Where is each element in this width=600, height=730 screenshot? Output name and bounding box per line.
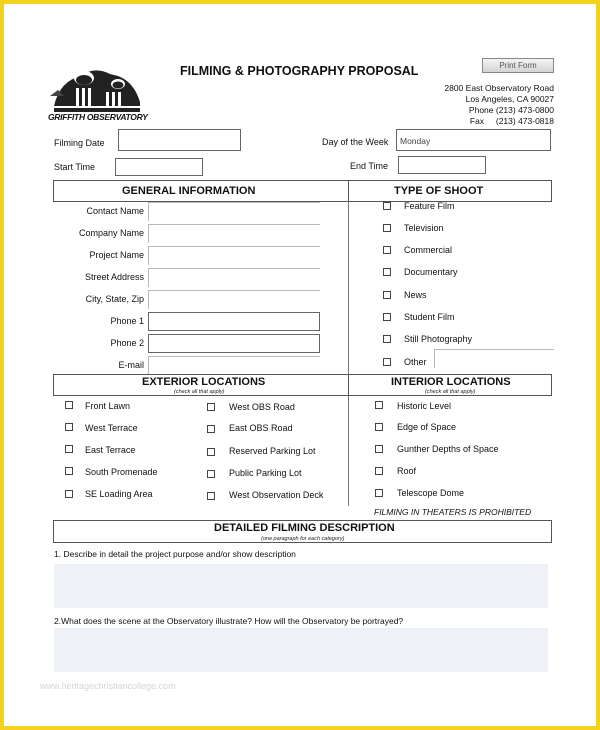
public-parking-label: Public Parking Lot <box>229 468 302 478</box>
contact-name-label: Contact Name <box>86 206 144 216</box>
television-label: Television <box>404 223 444 233</box>
south-promenade-label: South Promenade <box>85 467 158 477</box>
documentary-checkbox[interactable] <box>383 268 391 276</box>
project-name-input[interactable] <box>148 246 320 265</box>
general-info-header <box>53 180 349 202</box>
company-name-label: Company Name <box>78 228 144 238</box>
feature-film-label: Feature Film <box>404 201 455 211</box>
company-name-input[interactable] <box>148 224 320 243</box>
public-parking-checkbox[interactable] <box>207 470 215 478</box>
day-of-week-input[interactable] <box>396 129 551 151</box>
west-obs-road-label: West OBS Road <box>229 402 295 412</box>
phone1-input[interactable] <box>148 312 320 331</box>
east-obs-road-checkbox[interactable] <box>207 425 215 433</box>
documentary-label: Documentary <box>404 267 458 277</box>
south-promenade-checkbox[interactable] <box>65 467 73 475</box>
west-terrace-checkbox[interactable] <box>65 423 73 431</box>
se-loading-area-checkbox[interactable] <box>65 490 73 498</box>
other-label: Other <box>404 357 427 367</box>
edge-of-space-checkbox[interactable] <box>375 423 383 431</box>
east-terrace-checkbox[interactable] <box>65 445 73 453</box>
west-observation-deck-label: West Observation Deck <box>229 490 324 500</box>
street-address-label: Street Address <box>84 272 144 282</box>
gunther-depths-label: Gunther Depths of Space <box>397 444 499 454</box>
theaters-prohibited-note: FILMING IN THEATERS IS PROHIBITED <box>374 507 532 517</box>
interior-locations-header <box>348 374 552 396</box>
reserved-parking-checkbox[interactable] <box>207 448 215 456</box>
day-of-week-value: Monday <box>400 136 431 146</box>
form-title: FILMING & PHOTOGRAPHY PROPOSAL <box>180 64 419 78</box>
student-film-label: Student Film <box>404 312 455 322</box>
exterior-locations-note: (check all that apply) <box>174 389 225 395</box>
email-label: E-mail <box>118 360 144 370</box>
section-divider-lower <box>348 396 349 506</box>
type-of-shoot-title: TYPE OF SHOOT <box>394 185 484 197</box>
city-state-zip-label: City, State, Zip <box>85 294 144 304</box>
project-name-label: Project Name <box>89 250 144 260</box>
start-time-label: Start Time <box>54 162 96 172</box>
question-2-textarea[interactable] <box>54 628 548 672</box>
question-2-label: 2.What does the scene at the Observatory illustrate? How will the Observatory be portrayed? <box>54 616 404 626</box>
day-of-week-label: Day of the Week <box>322 137 389 147</box>
question-1-label: 1. Describe in detail the project purpose and/or show description <box>54 549 296 559</box>
commercial-label: Commercial <box>404 245 453 255</box>
description-note: (one paragraph for each category) <box>261 536 345 542</box>
historic-level-checkbox[interactable] <box>375 401 383 409</box>
telescope-dome-label: Telescope Dome <box>397 488 465 498</box>
interior-locations-note: (check all that apply) <box>425 389 476 395</box>
other-checkbox[interactable] <box>383 358 391 366</box>
west-obs-road-checkbox[interactable] <box>207 403 215 411</box>
end-time-label: End Time <box>350 161 389 171</box>
exterior-locations-title: EXTERIOR LOCATIONS <box>142 376 266 388</box>
address-line1: 2800 East Observatory Road <box>444 83 554 93</box>
logo-text: GRIFFITH OBSERVATORY <box>48 112 148 122</box>
phone1-label: Phone 1 <box>110 316 144 326</box>
edge-of-space-label: Edge of Space <box>397 422 457 432</box>
question-1-textarea[interactable] <box>54 564 548 608</box>
exterior-locations-header <box>53 374 349 396</box>
city-state-zip-input[interactable] <box>148 290 320 309</box>
front-lawn-checkbox[interactable] <box>65 401 73 409</box>
west-terrace-label: West Terrace <box>85 423 138 433</box>
west-observation-deck-checkbox[interactable] <box>207 492 215 500</box>
television-checkbox[interactable] <box>383 224 391 232</box>
roof-label: Roof <box>397 466 417 476</box>
se-loading-area-label: SE Loading Area <box>85 489 153 499</box>
street-address-input[interactable] <box>148 268 320 287</box>
fax-number: Fax (213) 473-0818 <box>469 116 554 126</box>
interior-locations-title: INTERIOR LOCATIONS <box>391 376 511 388</box>
griffith-observatory-logo <box>48 62 148 126</box>
still-photography-label: Still Photography <box>404 334 473 344</box>
commercial-checkbox[interactable] <box>383 246 391 254</box>
still-photography-checkbox[interactable] <box>383 335 391 343</box>
historic-level-label: Historic Level <box>397 401 452 411</box>
student-film-checkbox[interactable] <box>383 313 391 321</box>
roof-checkbox[interactable] <box>375 467 383 475</box>
end-time-input[interactable] <box>398 156 486 174</box>
description-header <box>53 520 552 543</box>
start-time-input[interactable] <box>115 158 203 176</box>
phone2-label: Phone 2 <box>110 338 144 348</box>
section-divider <box>348 202 349 374</box>
news-label: News <box>404 290 427 300</box>
form-page <box>4 4 596 726</box>
print-form-button[interactable]: Print Form <box>482 58 554 73</box>
reserved-parking-label: Reserved Parking Lot <box>229 446 316 456</box>
general-info-title: GENERAL INFORMATION <box>122 185 256 197</box>
front-lawn-label: Front Lawn <box>85 401 131 411</box>
watermark: www.heritagechristiancollege.com <box>40 681 176 691</box>
filming-date-label: Filming Date <box>54 138 105 148</box>
phone2-input[interactable] <box>148 334 320 353</box>
phone-number: Phone (213) 473-0800 <box>468 105 554 115</box>
telescope-dome-checkbox[interactable] <box>375 489 383 497</box>
east-obs-road-label: East OBS Road <box>229 423 293 433</box>
feature-film-checkbox[interactable] <box>383 202 391 210</box>
type-of-shoot-header <box>348 180 552 202</box>
news-checkbox[interactable] <box>383 291 391 299</box>
email-input[interactable] <box>148 356 320 375</box>
contact-name-input[interactable] <box>148 202 320 221</box>
address-line2: Los Angeles, CA 90027 <box>465 94 554 104</box>
gunther-depths-checkbox[interactable] <box>375 445 383 453</box>
east-terrace-label: East Terrace <box>85 445 136 455</box>
other-input[interactable] <box>434 349 554 368</box>
filming-date-input[interactable] <box>118 129 241 151</box>
description-title: DETAILED FILMING DESCRIPTION <box>214 522 395 534</box>
